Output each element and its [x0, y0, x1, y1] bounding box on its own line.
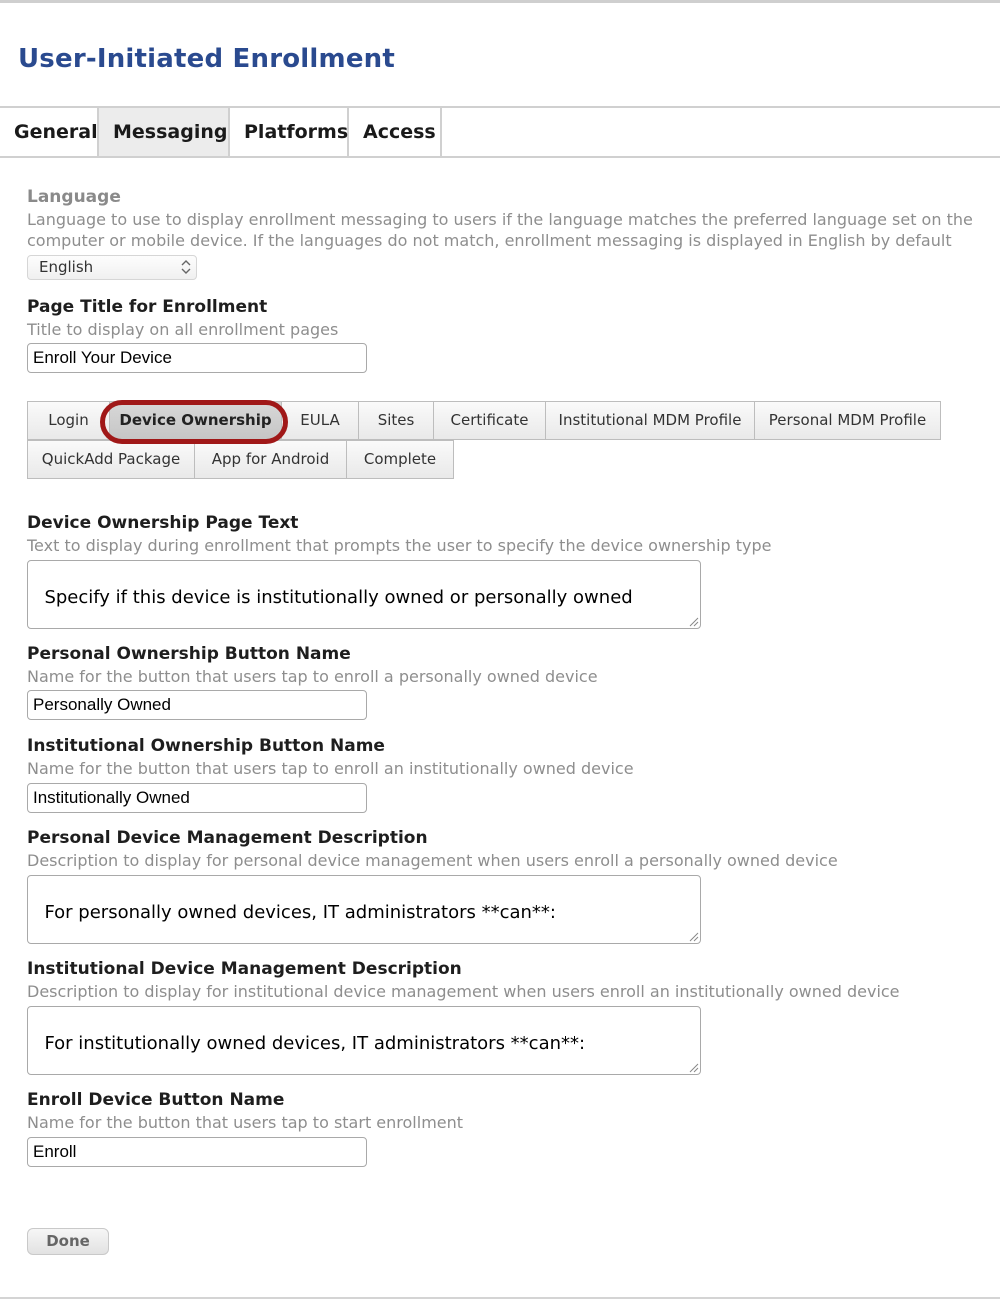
page-title: User-Initiated Enrollment	[18, 44, 395, 74]
resize-grip-icon[interactable]	[687, 1061, 699, 1073]
language-description: Language to use to display enrollment messaging to users if the language matches the preferred language set on the computer or mobile device. If the languages do not match, enrollment messaging is displayed in English by default	[27, 210, 973, 250]
institutional-button-name-input[interactable]: Institutionally Owned	[27, 783, 367, 813]
subtab-personal-mdm-profile[interactable]: Personal MDM Profile	[754, 401, 941, 440]
enroll-button-name-description: Name for the button that users tap to start enrollment	[27, 1113, 464, 1132]
resize-grip-icon[interactable]	[687, 615, 699, 627]
personal-mgmt-description-section	[27, 828, 987, 871]
ownership-page-text-description: Text to display during enrollment that prompts the user to specify the device ownership type	[27, 536, 772, 555]
language-select[interactable]	[27, 255, 197, 280]
page-title-input[interactable]: Enroll Your Device	[27, 343, 367, 373]
main-tab-bar	[0, 106, 1000, 158]
enroll-button-name-input[interactable]: Enroll	[27, 1137, 367, 1167]
institutional-button-name-description: Name for the button that users tap to enroll an institutionally owned device	[27, 759, 634, 778]
institutional-mgmt-description-value: For institutionally owned devices, IT administrators **can**:	[44, 1033, 586, 1054]
top-divider	[0, 0, 1000, 3]
subtab-device-ownership[interactable]: Device Ownership	[109, 401, 281, 440]
personal-button-name-description: Name for the button that users tap to enroll a personally owned device	[27, 667, 598, 686]
messaging-subtabs-row-2	[27, 440, 454, 479]
bottom-divider	[0, 1297, 1000, 1299]
institutional-mgmt-description-description: Description to display for institutional device management when users enroll an institutionally owned device	[27, 982, 900, 1001]
ownership-page-text-value: Specify if this device is institutionally owned or personally owned	[44, 587, 633, 608]
language-section	[27, 187, 982, 251]
institutional-button-name-label: Institutional Ownership Button Name	[27, 736, 385, 756]
language-label: Language	[27, 187, 121, 207]
personal-button-name-section	[27, 644, 977, 687]
institutional-mgmt-description-section	[27, 959, 987, 1002]
tab-general[interactable]: General	[0, 108, 99, 156]
personal-mgmt-description-label: Personal Device Management Description	[27, 828, 428, 848]
enroll-button-name-section	[27, 1090, 977, 1133]
subtab-quickadd-package[interactable]: QuickAdd Package	[27, 440, 194, 479]
personal-mgmt-description-description: Description to display for personal device management when users enroll a personally owned device	[27, 851, 838, 870]
ownership-page-text-label: Device Ownership Page Text	[27, 513, 299, 533]
page-title-field-description: Title to display on all enrollment pages	[27, 320, 339, 339]
subtab-eula[interactable]: EULA	[281, 401, 358, 440]
tab-messaging[interactable]: Messaging	[99, 108, 230, 156]
enroll-button-name-label: Enroll Device Button Name	[27, 1090, 285, 1110]
ownership-page-text-section	[27, 513, 977, 556]
institutional-mgmt-description-label: Institutional Device Management Description	[27, 959, 462, 979]
institutional-mgmt-description-textarea[interactable]	[27, 1006, 701, 1075]
subtab-sites[interactable]: Sites	[358, 401, 433, 440]
tab-access[interactable]: Access	[349, 108, 442, 156]
updown-chevron-icon	[181, 258, 191, 277]
personal-button-name-label: Personal Ownership Button Name	[27, 644, 351, 664]
page-title-field-label: Page Title for Enrollment	[27, 297, 268, 317]
subtab-complete[interactable]: Complete	[346, 440, 454, 479]
tab-platforms[interactable]: Platforms	[230, 108, 349, 156]
resize-grip-icon[interactable]	[687, 930, 699, 942]
personal-mgmt-description-textarea[interactable]	[27, 875, 701, 944]
messaging-subtabs-row-1	[27, 401, 941, 440]
page-title-field-section	[27, 297, 727, 340]
subtab-login[interactable]: Login	[27, 401, 109, 440]
subtab-certificate[interactable]: Certificate	[433, 401, 545, 440]
personal-button-name-input[interactable]: Personally Owned	[27, 690, 367, 720]
subtab-institutional-mdm-profile[interactable]: Institutional MDM Profile	[545, 401, 754, 440]
done-button[interactable]: Done	[27, 1228, 109, 1255]
subtab-app-for-android[interactable]: App for Android	[194, 440, 346, 479]
institutional-button-name-section	[27, 736, 977, 779]
personal-mgmt-description-value: For personally owned devices, IT administrators **can**:	[44, 902, 556, 923]
language-selected-value: English	[39, 258, 94, 276]
ownership-page-text-textarea[interactable]	[27, 560, 701, 629]
